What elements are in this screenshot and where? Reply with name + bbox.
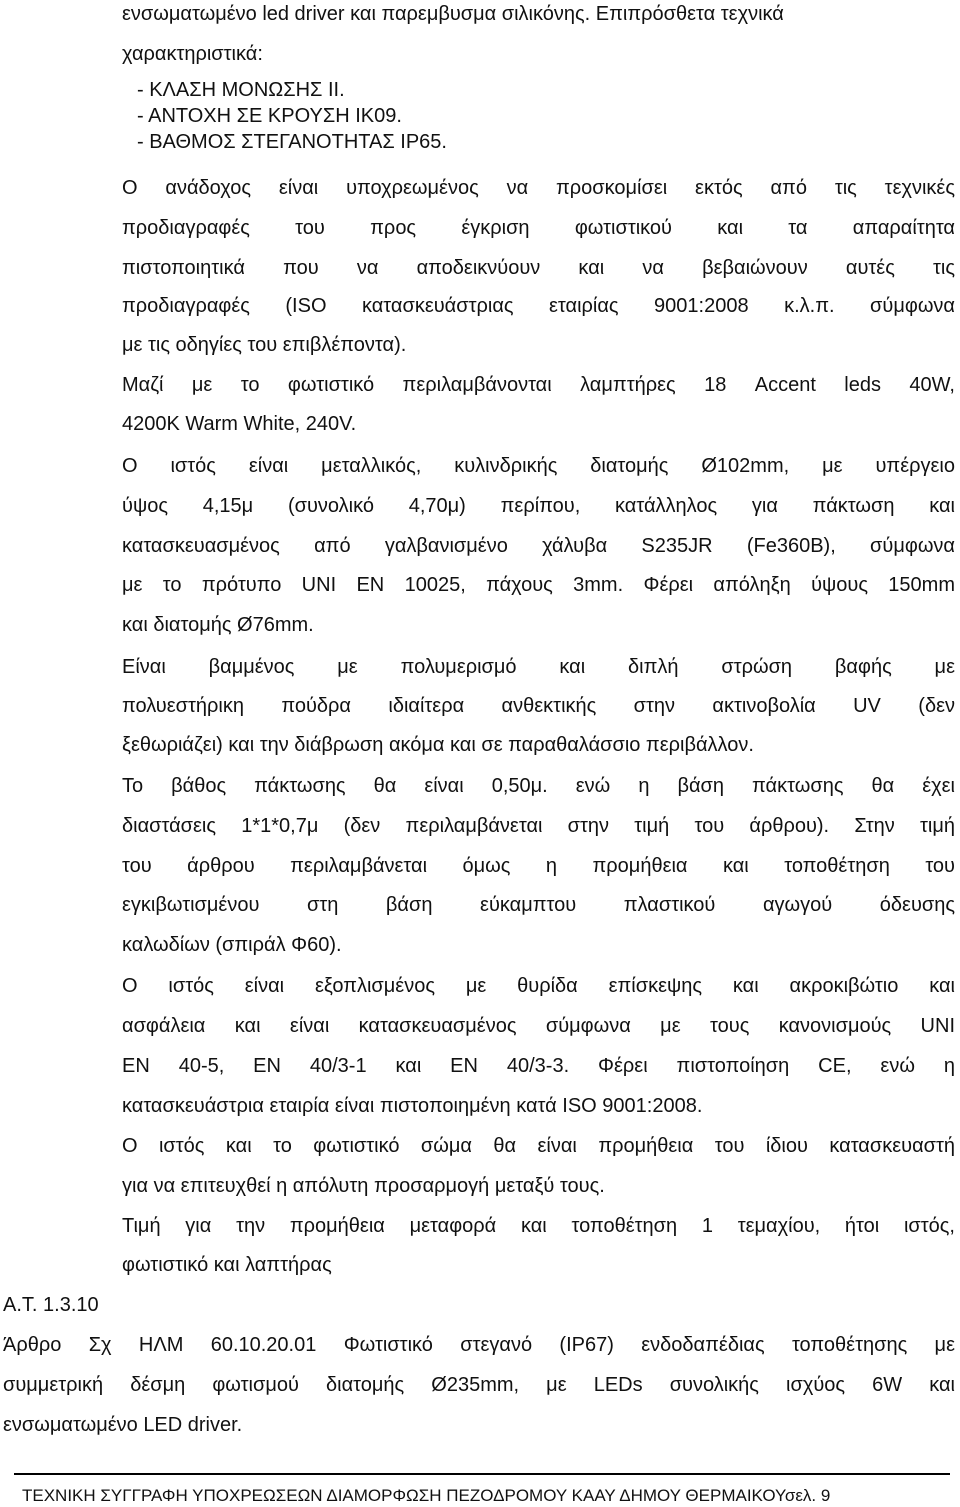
paragraph-line: του άρθρου περιλαμβάνεται όμως η προμήθεια και τοποθέτηση του <box>122 855 955 877</box>
article-title-line: συμμετρική δέσμη φωτισμού διατομής Ø235mm, με LEDs συνολικής ισχύος 6W και <box>3 1374 955 1396</box>
paragraph-line: με το πρότυπο UNI EN 10025, πάχους 3mm. Φέρει απόληξη ύψους 150mm <box>122 574 955 596</box>
paragraph-line: καλωδίων (σπιράλ Φ60). <box>122 934 342 956</box>
paragraph-line: κατασκευάστρια εταιρία είναι πιστοποιημένη κατά ISO 9001:2008. <box>122 1095 703 1117</box>
paragraph-line: Ο ιστός και το φωτιστικό σώμα θα είναι προμήθεια του ίδιου κατασκευαστή <box>122 1135 955 1157</box>
paragraph-line: πιστοποιητικά που να αποδεικνύουν και να βεβαιώνουν αυτές τις <box>122 257 955 279</box>
intro-line-1: ενσωματωμένο led driver και παρεμβυσμα σιλικόνης. Επιπρόσθετα τεχνικά <box>122 3 784 25</box>
paragraph-line: Είναι βαμμένος με πολυμερισμό και διπλή στρώση βαφής με <box>122 656 955 678</box>
paragraph-line: ύψος 4,15μ (συνολικό 4,70μ) περίπου, κατάλληλος για πάκτωση και <box>122 495 955 517</box>
paragraph-line: προδιαγραφές (ISO κατασκευάστριας εταιρίας 9001:2008 κ.λ.π. σύμφωνα <box>122 295 955 317</box>
paragraph-line: προδιαγραφές του προς έγκριση φωτιστικού και τα απαραίτητα <box>122 217 955 239</box>
intro-line-2: χαρακτηριστικά: <box>122 43 263 65</box>
paragraph-line: Τιμή για την προμήθεια μεταφορά και τοποθέτηση 1 τεμαχίου, ήτοι ιστός, <box>122 1215 955 1237</box>
paragraph-line: Μαζί με το φωτιστικό περιλαμβάνονται λαμπτήρες 18 Accent leds 40W, <box>122 374 955 396</box>
paragraph-line: εγκιβωτισμένου στη βάση εύκαμπτου πλαστικού αγωγού όδευσης <box>122 894 955 916</box>
paragraph-line: 4200K Warm White, 240V. <box>122 413 357 435</box>
paragraph-line: ασφάλεια και είναι κατασκευασμένος σύμφωνα με τους κανονισμούς UNI <box>122 1015 955 1037</box>
paragraph-line: για να επιτευχθεί η απόλυτη προσαρμογή μεταξύ τους. <box>122 1175 605 1197</box>
feature-item: - ΚΛΑΣΗ ΜΟΝΩΣΗΣ ΙΙ. <box>137 79 345 101</box>
paragraph-line: Ο ιστός είναι μεταλλικός, κυλινδρικής διατομής Ø102mm, με υπέργειο <box>122 455 955 477</box>
article-title-line: ενσωματωμένο LED driver. <box>3 1414 243 1436</box>
feature-item: - ΑΝΤΟΧΗ ΣΕ ΚΡΟΥΣΗ ΙΚ09. <box>137 105 402 127</box>
paragraph-line: πολυεστήρικη πούδρα ιδιαίτερα ανθεκτικής στην ακτινοβολία UV (δεν <box>122 695 955 717</box>
paragraph-line: με τις οδηγίες του επιβλέποντα). <box>122 334 407 356</box>
page-footer: ΤΕΧΝΙΚΗ ΣΥΓΓΡΑΦΗ ΥΠΟΧΡΕΩΣΕΩΝ ΔΙΑΜΟΡΦΩΣΗ ΠΕΖΟΔΡΟΜΟΥ ΚΑΑΥ ΔΗΜΟΥ ΘΕΡΜΑΙΚΟΥσελ. 9 <box>22 1486 831 1505</box>
paragraph-line: και διατομής Ø76mm. <box>122 614 314 636</box>
paragraph-line: φωτιστικό και λαπτήρας <box>122 1254 332 1276</box>
paragraph-line: διαστάσεις 1*1*0,7μ (δεν περιλαμβάνεται στην τιμή του άρθρου). Στην τιμή <box>122 815 955 837</box>
footer-divider <box>14 1473 950 1475</box>
article-code: Α.Τ. 1.3.10 <box>3 1294 99 1316</box>
article-title-line: Άρθρο Σχ ΗΛΜ 60.10.20.01 Φωτιστικό στεγανό (ΙΡ67) ενδοδαπέδιας τοποθέτησης με <box>3 1334 955 1356</box>
paragraph-line: Ο ιστός είναι εξοπλισμένος με θυρίδα επίσκεψης και ακροκιβώτιο και <box>122 975 955 997</box>
paragraph-line: EN 40-5, EN 40/3-1 και EN 40/3-3. Φέρει πιστοποίηση CE, ενώ η <box>122 1055 955 1077</box>
paragraph-line: Ο ανάδοχος είναι υποχρεωμένος να προσκομίσει εκτός από τις τεχνικές <box>122 177 955 199</box>
paragraph-line: Το βάθος πάκτωσης θα είναι 0,50μ. ενώ η βάση πάκτωσης θα έχει <box>122 775 955 797</box>
paragraph-line: ξεθωριάζει) και την διάβρωση ακόμα και σε παραθαλάσσιο περιβάλλον. <box>122 734 754 756</box>
paragraph-line: κατασκευασμένος από γαλβανισμένο χάλυβα S235JR (Fe360B), σύμφωνα <box>122 535 955 557</box>
feature-item: - ΒΑΘΜΟΣ ΣΤΕΓΑΝΟΤΗΤΑΣ ΙΡ65. <box>137 131 447 153</box>
